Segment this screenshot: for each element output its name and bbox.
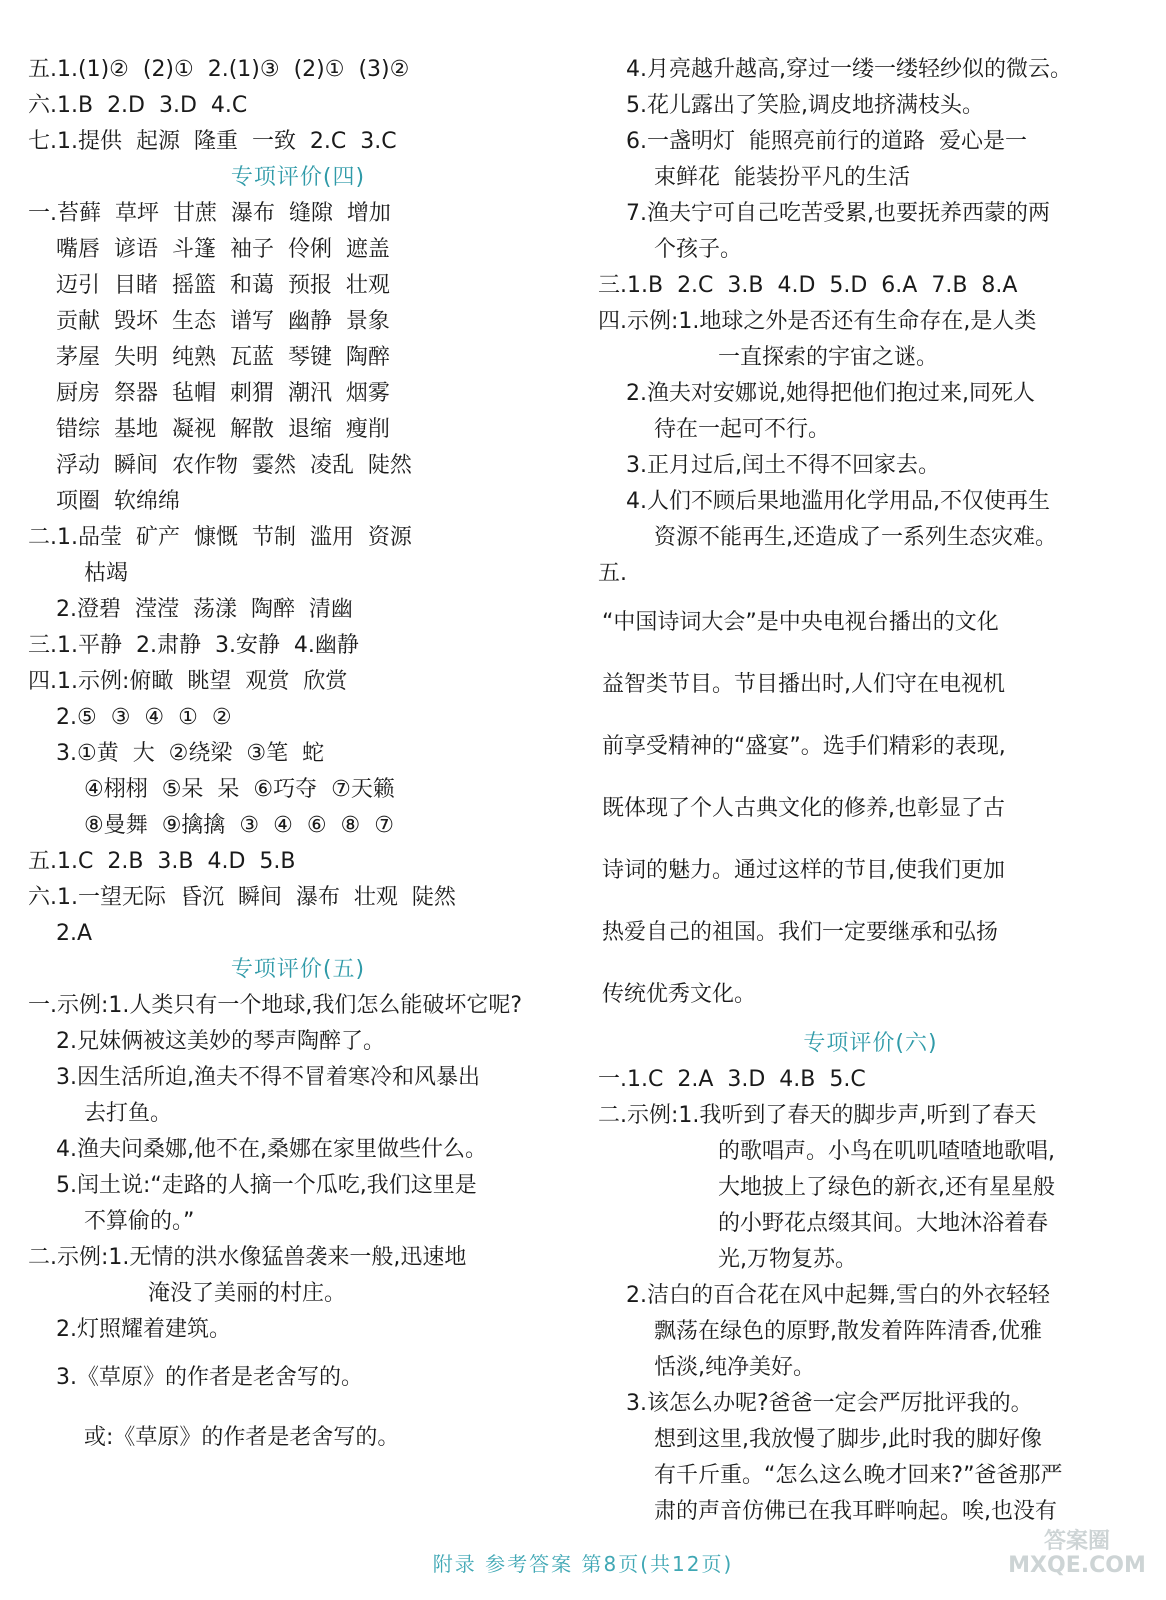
answer-line: 的小野花点缀其间。大地沐浴着春 <box>718 1211 1049 1236</box>
essay-line: 既体现了个人古典文化的修养,也彰显了古 <box>602 796 1005 821</box>
answer-line: 6.一盏明灯 能照亮前行的道路 爱心是一 <box>626 129 1027 154</box>
answer-line: 去打鱼。 <box>84 1101 173 1126</box>
answer-line: 二.示例:1.无情的洪水像猛兽袭来一般,迅速地 <box>28 1245 467 1270</box>
answer-line: 浮动 瞬间 农作物 霎然 凌乱 陡然 <box>56 453 412 478</box>
answer-line: 贡献 毁坏 生态 谱写 幽静 景象 <box>56 309 390 334</box>
answer-line: 2.灯照耀着建筑。 <box>56 1317 231 1342</box>
page-footer: 附录 参考答案 第8页(共12页) <box>432 1552 734 1576</box>
answer-line: 3.正月过后,闰土不得不回家去。 <box>626 453 940 478</box>
essay-line: “中国诗词大会”是中央电视台播出的文化 <box>602 610 999 635</box>
answer-line: 一.1.C 2.A 3.D 4.B 5.C <box>598 1067 866 1092</box>
answer-line: 三.1.B 2.C 3.B 4.D 5.D 6.A 7.B 8.A <box>598 273 1018 298</box>
answer-line: 枯竭 <box>84 561 129 586</box>
answer-line: 六.1.一望无际 昏沉 瞬间 瀑布 壮观 陡然 <box>28 885 456 910</box>
answer-line: 迈引 目睹 摇篮 和蔼 预报 壮观 <box>56 273 390 298</box>
answer-line: 一.苔藓 草坪 甘蔗 瀑布 缝隙 增加 <box>28 201 391 226</box>
right-column <box>598 52 1143 1530</box>
answer-line: 的歌唱声。小鸟在叽叽喳喳地歌唱, <box>718 1139 1055 1164</box>
answer-line: 项圈 软绵绵 <box>56 489 180 514</box>
answer-line: 飘荡在绿色的原野,散发着阵阵清香,优雅 <box>654 1319 1042 1344</box>
answer-line: 五.1.C 2.B 3.B 4.D 5.B <box>28 849 296 874</box>
essay-line: 传统优秀文化。 <box>602 982 757 1007</box>
answer-line: 五. <box>598 561 627 586</box>
answer-line: 一直探索的宇宙之谜。 <box>718 345 939 370</box>
answer-line: 肃的声音仿佛已在我耳畔响起。唉,也没有 <box>654 1499 1057 1524</box>
answer-line: 不算偷的。” <box>84 1209 195 1234</box>
answer-line: 嘴唇 谚语 斗篷 袖子 伶俐 遮盖 <box>56 237 390 262</box>
answer-line: 茅屋 失明 纯熟 瓦蓝 琴键 陶醉 <box>56 345 390 370</box>
answer-line: ④栩栩 ⑤呆 呆 ⑥巧夺 ⑦天籁 <box>84 777 395 802</box>
answer-line: 待在一起可不行。 <box>654 417 831 442</box>
answer-line: 3.《草原》的作者是老舍写的。 <box>56 1365 363 1390</box>
essay-line: 热爱自己的祖国。我们一定要继承和弘扬 <box>602 920 999 945</box>
answer-line: 想到这里,我放慢了脚步,此时我的脚好像 <box>654 1427 1042 1452</box>
answer-line: 4.月亮越升越高,穿过一缕一缕轻纱似的微云。 <box>626 57 1072 82</box>
answer-line: 7.渔夫宁可自己吃苦受累,也要抚养西蒙的两 <box>626 201 1050 226</box>
answer-line: 束鲜花 能装扮平凡的生活 <box>654 165 910 190</box>
section-title: 专项评价(五) <box>230 957 366 982</box>
answer-line: 四.1.示例:俯瞰 眺望 观赏 欣赏 <box>28 669 348 694</box>
answer-line: 二.1.品莹 矿产 慷慨 节制 滥用 资源 <box>28 525 412 550</box>
answer-line: 有千斤重。“怎么这么晚才回来?”爸爸那严 <box>654 1463 1063 1488</box>
answer-line: 2.⑤ ③ ④ ① ② <box>56 705 232 730</box>
answer-line: 厨房 祭器 毡帽 刺猬 潮汛 烟雾 <box>56 381 390 406</box>
answer-line: 三.1.平静 2.肃静 3.安静 4.幽静 <box>28 633 359 658</box>
answer-line: 或:《草原》的作者是老舍写的。 <box>84 1425 400 1450</box>
answer-line: 2.兄妹俩被这美妙的琴声陶醉了。 <box>56 1029 385 1054</box>
answer-line: 2.渔夫对安娜说,她得把他们抱过来,同死人 <box>626 381 1035 406</box>
answer-line: 4.渔夫问桑娜,他不在,桑娜在家里做些什么。 <box>56 1137 487 1162</box>
answer-line: 5.闰土说:“走路的人摘一个瓜吃,我们这里是 <box>56 1173 477 1198</box>
section-title: 专项评价(四) <box>230 165 366 190</box>
answer-line: 一.示例:1.人类只有一个地球,我们怎么能破坏它呢? <box>28 993 523 1018</box>
answer-line: 3.①黄 大 ②绕梁 ③笔 蛇 <box>56 741 325 766</box>
answer-line: 5.花儿露出了笑脸,调皮地挤满枝头。 <box>626 93 984 118</box>
answer-line: 个孩子。 <box>654 237 743 262</box>
answer-line: 光,万物复苏。 <box>718 1247 857 1272</box>
answer-line: 五.1.(1)② (2)① 2.(1)③ (2)① (3)② <box>28 57 410 82</box>
answer-line: 4.人们不顾后果地滥用化学用品,不仅使再生 <box>626 489 1050 514</box>
watermark-logo: 答案圈 MXQE.COM <box>1008 1529 1146 1578</box>
answer-line: 二.示例:1.我听到了春天的脚步声,听到了春天 <box>598 1103 1037 1128</box>
answer-line: 大地披上了绿色的新衣,还有星星般 <box>718 1175 1055 1200</box>
answer-line: 资源不能再生,还造成了一系列生态灾难。 <box>654 525 1057 550</box>
answer-line: ⑧曼舞 ⑨擒擒 ③ ④ ⑥ ⑧ ⑦ <box>84 813 394 838</box>
section-title: 专项评价(六) <box>803 1031 938 1056</box>
answer-line: 七.1.提供 起源 隆重 一致 2.C 3.C <box>28 129 397 154</box>
answer-line: 错综 基地 凝视 解散 退缩 瘦削 <box>56 417 390 442</box>
essay-line: 诗词的魅力。通过这样的节目,使我们更加 <box>602 858 1005 883</box>
left-column <box>28 52 568 1468</box>
answer-line: 淹没了美丽的村庄。 <box>148 1281 347 1306</box>
answer-line: 2.澄碧 滢滢 荡漾 陶醉 清幽 <box>56 597 353 622</box>
essay-line: 前享受精神的“盛宴”。选手们精彩的表现, <box>602 734 1006 759</box>
answer-line: 2.洁白的百合花在风中起舞,雪白的外衣轻轻 <box>626 1283 1050 1308</box>
answer-line: 四.示例:1.地球之外是否还有生命存在,是人类 <box>598 309 1037 334</box>
answer-line: 3.该怎么办呢?爸爸一定会严厉批评我的。 <box>626 1391 1033 1416</box>
essay-line: 益智类节目。节目播出时,人们守在电视机 <box>602 672 1005 697</box>
answer-line: 3.因生活所迫,渔夫不得不冒着寒冷和风暴出 <box>56 1065 480 1090</box>
answer-line: 恬淡,纯净美好。 <box>654 1355 815 1380</box>
answer-line: 六.1.B 2.D 3.D 4.C <box>28 93 248 118</box>
answer-line: 2.A <box>56 921 93 946</box>
